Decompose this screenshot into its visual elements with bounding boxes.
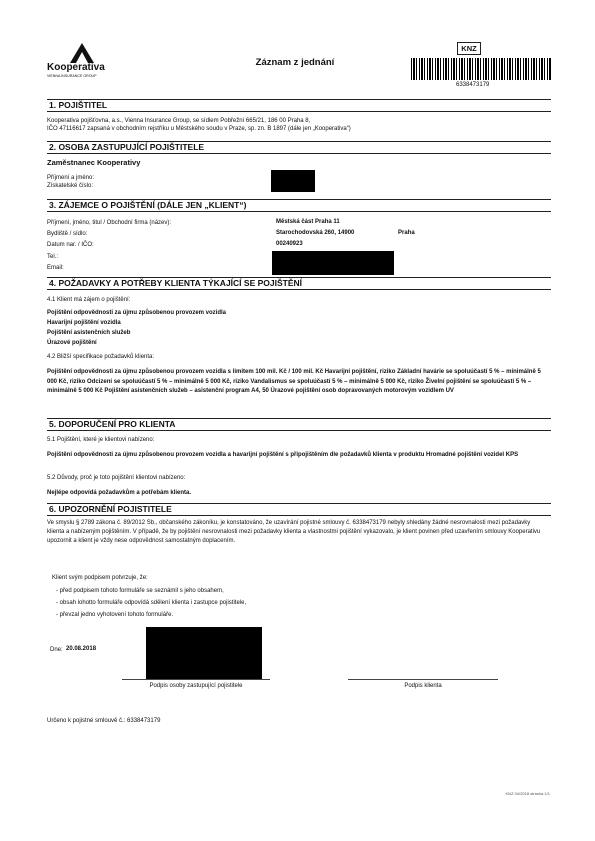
form-code-box: KNZ — [457, 42, 481, 55]
section-1-heading: 1. POJIŠTITEL — [47, 99, 551, 112]
label-client-tel: Tel.: — [47, 254, 59, 260]
confirmation-item-3: - převzal jedno vyhotovení tohoto formuláře. — [56, 612, 174, 618]
date-label: Dne: — [50, 647, 63, 653]
notice-text: Ve smyslu § 2789 zákona č. 89/2012 Sb., občanského zákoníku, je konstatováno, že uzavírání pojistné smlouvy č. 6338473179 nebyly shledány žádné nesrovnalosti mezi požadavky klienta a nabízeným pojištěním. V případě, že by pojištění nesrovnalosti mezi požadavky klienta a vlastnostmi pojištění vykazovalo, je klient povinen před uzavřením smlouvy Kooperativu upozornit a klient je vždy nese odpovědnost samostatným doplacením. — [47, 520, 541, 544]
label-client-email: Email: — [47, 265, 64, 271]
section-4-heading: 4. POŽADAVKY A POTŘEBY KLIENTA TÝKAJÍCÍ SE POJIŠTĚNÍ — [47, 277, 551, 290]
confirmation-intro: Klient svým podpisem potvrzuje, že: — [52, 575, 148, 581]
requirement-item-2: Havarijní pojištění vozidla — [47, 320, 121, 326]
page-code: KNZ 04/2018 stránka 1/1 — [505, 791, 550, 796]
logo-text: Kooperativa — [47, 62, 105, 73]
reason-subheading: 5.2 Důvody, proč je toto pojištění klientovi nabízeno: — [47, 475, 186, 481]
requirements-subheading: 4.1 Klient má zájem o pojištění: — [47, 297, 131, 303]
contract-reference: Určeno k pojistné smlouvě č.: 6338473179 — [47, 718, 161, 724]
barcode — [411, 58, 551, 80]
signature-line-client — [348, 679, 498, 680]
logo-mark-icon — [68, 42, 96, 64]
section-5-heading: 5. DOPORUČENÍ PRO KLIENTA — [47, 418, 551, 431]
redacted-agent — [271, 170, 315, 192]
document-title: Záznam z jednání — [255, 57, 335, 68]
section-6-heading: 6. UPOZORNĚNÍ POJISTITELE — [47, 503, 551, 516]
company-logo — [47, 42, 117, 82]
section-3-heading: 3. ZÁJEMCE O POJIŠTĚNÍ (DÁLE JEN „KLIENT“) — [47, 199, 551, 212]
insurer-line-2: IČO 47116617 zapsaná v obchodním rejstříku u Městského soudu v Praze, sp. zn. B 1897 (dále jen „Kooperativa“) — [47, 126, 351, 132]
value-client-street: Starochodovská 260, 14900 — [276, 230, 355, 236]
redacted-signature — [146, 627, 262, 679]
label-client-name: Příjmení, jméno, titul / Obchodní firma (název): — [47, 220, 172, 226]
confirmation-item-1: - před podpisem tohoto formuláře se seznámil s jeho obsahem, — [56, 588, 224, 594]
requirement-item-4: Úrazové pojištění — [47, 340, 97, 346]
barcode-number: 6338473179 — [456, 82, 490, 88]
employee-subheading: Zaměstnanec Kooperativy — [47, 158, 141, 167]
signature-line-insurer — [122, 679, 270, 680]
logo-subtext: VIENNA INSURANCE GROUP — [47, 74, 97, 78]
insurer-line-1: Kooperativa pojišťovna, a.s., Vienna Insurance Group, se sídlem Pobřežní 665/21, 186 00 Praha 8, — [47, 118, 311, 124]
specification-subheading: 4.2 Bližší specifikace požadavků klienta: — [47, 354, 155, 360]
label-client-address: Bydliště / sídlo: — [47, 231, 88, 237]
offer-text: Pojištění odpovědnosti za újmu způsobenou provozem vozidla a havarijní pojištění s připojištěním dle požadavků klienta v produktu Hromadné pojištění vozidel KPS — [47, 452, 519, 458]
client-signature-caption: Podpis klienta — [404, 683, 442, 689]
value-client-city: Praha — [398, 230, 415, 236]
value-client-name: Městská část Praha 11 — [276, 219, 340, 225]
insurer-signature-caption: Podpis osoby zastupující pojistitele — [149, 683, 243, 689]
requirement-item-1: Pojištění odpovědnosti za újmu způsobenou provozem vozidla — [47, 310, 227, 316]
label-client-ico: Datum nar. / IČO: — [47, 242, 94, 248]
offer-subheading: 5.1 Pojištění, které je klientovi nabízeno: — [47, 437, 155, 443]
label-agent-name: Příjmení a jméno: — [47, 175, 95, 181]
section-2-heading: 2. OSOBA ZASTUPUJÍCÍ POJIŠTITELE — [47, 141, 551, 154]
specification-text: Pojištění odpovědnosti za újmu způsobenou provozem vozidla s limitem 100 mil. Kč / 100 mil. Kč Havarijní pojištění, riziko Základní havárie se spoluúčastí 5 % – minimálně 5 000 Kč, riziko Odcizení se spoluúčastí 5 % – minimálně 5 000 Kč, riziko Vandalismus se spoluúčastí 5 % – minimálně 5 000 Kč, riziko Živelní pojištění se spoluúčastí 5 % – minimálně 5 000 Kč Pojištění asistenčních služeb – asistenční program A4, 50 Úrazové pojištění osob dopravovaných motorovým vozidlem UV — [47, 369, 541, 394]
label-agent-number: Získatelské číslo: — [47, 183, 94, 189]
value-client-ico: 00240923 — [276, 241, 303, 247]
reason-text: Nejlépe odpovídá požadavkům a potřebám klienta. — [47, 490, 192, 496]
redacted-contact — [272, 251, 394, 275]
confirmation-item-2: - obsah lohotto formuláře odpovídá sdělení klienta i zastupce pojistitele, — [56, 600, 247, 606]
date-value: 20.08.2018 — [66, 646, 97, 652]
requirement-item-3: Pojištění asistenčních služeb — [47, 330, 131, 336]
